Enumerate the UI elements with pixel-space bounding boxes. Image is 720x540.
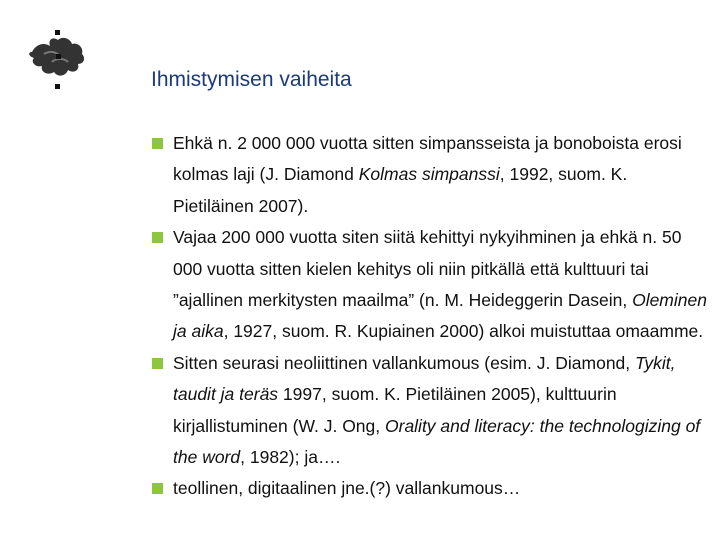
bullet-text-italic: Orality and literacy: the technologizing of the word xyxy=(173,415,701,468)
university-of-helsinki-flame-logo-icon xyxy=(22,24,90,96)
bullet-text: Sitten seurasi neoliittinen vallankumous (esim. J. Diamond, xyxy=(173,352,636,373)
bullet-text: 1997, suom. K. Pietiläinen 2005), kulttuurin kirjallistuminen (W. J. Ong, xyxy=(173,384,617,436)
bullet-square-icon xyxy=(152,232,163,243)
bullet-text: , 1982); ja…. xyxy=(240,447,341,468)
bullet-square-icon xyxy=(152,483,163,494)
bullet-text: , 1992, suom. K. Pietiläinen 2007). xyxy=(173,164,628,216)
bullet-item xyxy=(150,222,710,348)
bullet-item xyxy=(150,128,710,222)
bullet-item xyxy=(150,473,710,504)
bullet-text: teollinen, digitaalinen jne.(?) vallankumous… xyxy=(173,478,521,499)
bullet-list xyxy=(150,128,710,505)
bullet-text: , 1927, suom. R. Kupiainen 2000) alkoi muistuttaa omaamme. xyxy=(223,321,704,342)
bullet-text-italic: Kolmas simpanssi xyxy=(358,164,500,185)
bullet-text-italic: Tykit, taudit ja teräs xyxy=(173,352,676,405)
bullet-text: Ehkä n. 2 000 000 vuotta sitten simpansseista ja bonoboista erosi kolmas laji (J. Diamond xyxy=(173,133,682,185)
bullet-item xyxy=(150,348,710,474)
slide-title: Ihmistymisen vaiheita xyxy=(151,68,352,91)
bullet-text-italic: Oleminen ja aika xyxy=(173,290,707,342)
bullet-square-icon xyxy=(152,138,163,149)
bullet-square-icon xyxy=(152,358,163,369)
bullet-text: Vajaa 200 000 vuotta siten siitä kehittyi nykyihminen ja ehkä n. 50 000 vuotta sitten kielen kehitys oli niin pitkällä että kulttuuri tai ”ajallinen merkitysten maailma” (n. M. Heideggerin Dasein, xyxy=(173,227,682,311)
